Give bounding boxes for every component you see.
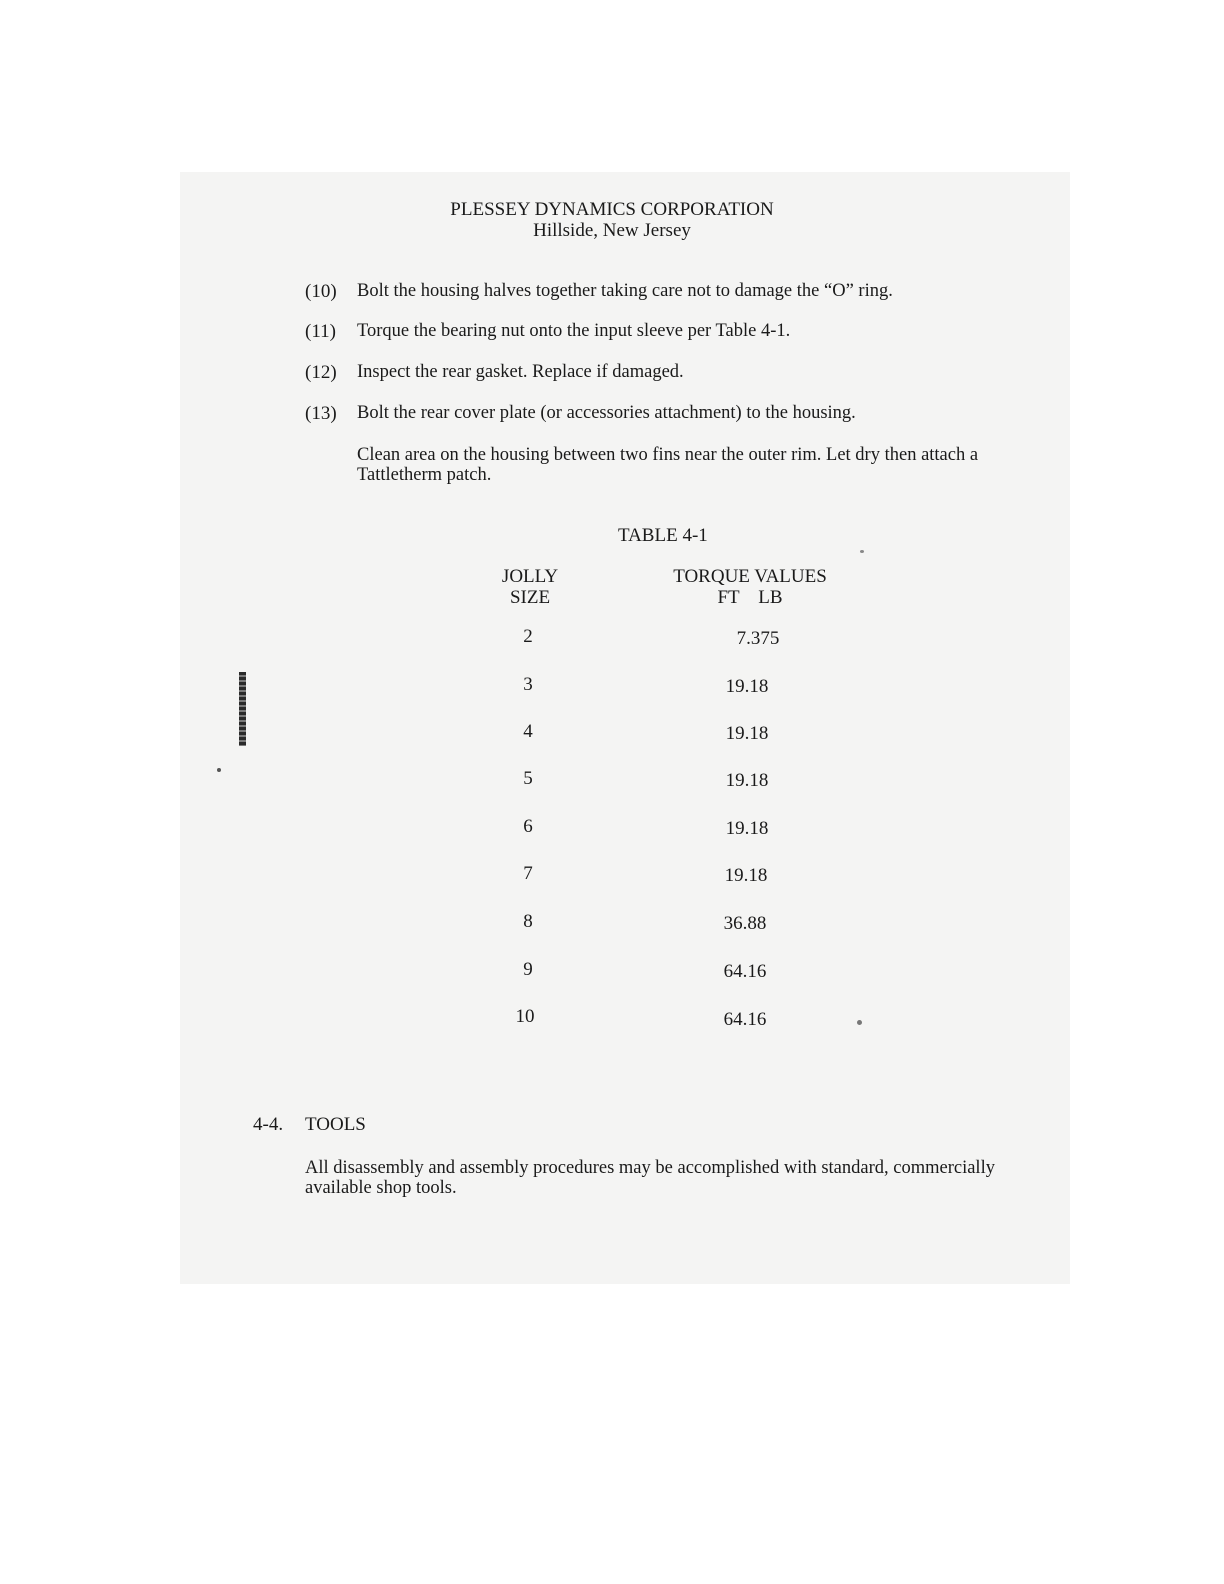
column-header-torque [660,566,840,608]
binding-mark [239,672,246,746]
column-header-line: SIZE [509,587,551,608]
table-cell-torque: 19.18 [725,676,769,697]
step-number: (13) [305,403,337,424]
table-cell-torque: 64.16 [723,961,767,982]
table-cell-torque: 19.18 [725,818,769,839]
step-text: Bolt the housing halves together taking care not to damage the “O” ring. [357,281,893,301]
table-title: TABLE 4-1 [618,525,708,546]
table-cell-size: 5 [523,768,533,789]
column-header-line: JOLLY [501,566,559,587]
table-cell-size: 8 [523,911,533,932]
step-text: Torque the bearing nut onto the input sleeve per Table 4-1. [357,321,791,341]
section-number: 4-4. [253,1114,284,1135]
table-cell-size: 2 [523,626,533,647]
table-cell-torque: 19.18 [725,723,769,744]
table-cell-size: 6 [523,816,533,837]
scan-speck [217,768,221,772]
table-cell-torque: 36.88 [723,913,767,934]
company-name: PLESSEY DYNAMICS CORPORATION [450,199,774,220]
company-location: Hillside, New Jersey [533,220,691,241]
column-header-size [480,566,580,608]
step-number: (10) [305,281,337,302]
cleaning-note: Clean area on the housing between two fins near the outer rim. Let dry then attach a Tattletherm patch. [357,445,979,485]
table-cell-size: 3 [523,674,533,695]
table-cell-torque: 19.18 [725,770,769,791]
table-cell-size: 4 [523,721,533,742]
section-body: All disassembly and assembly procedures may be accomplished with standard, commercially available shop tools. [305,1158,995,1198]
scan-speck [857,1020,862,1025]
table-cell-torque: 64.16 [723,1009,767,1030]
step-text: Inspect the rear gasket. Replace if damaged. [357,362,684,382]
table-cell-torque: 19.18 [724,865,768,886]
table-cell-torque: 7.375 [736,628,780,649]
column-header-line: TORQUE VALUES [673,566,827,587]
step-text: Bolt the rear cover plate (or accessories attachment) to the housing. [357,403,856,423]
column-header-line: FT LB [717,587,783,608]
step-number: (12) [305,362,337,383]
table-cell-size: 10 [515,1006,535,1027]
table-cell-size: 9 [523,959,533,980]
table-cell-size: 7 [523,863,533,884]
step-number: (11) [305,321,336,342]
scan-speck [860,550,864,553]
section-title: TOOLS [305,1114,366,1135]
